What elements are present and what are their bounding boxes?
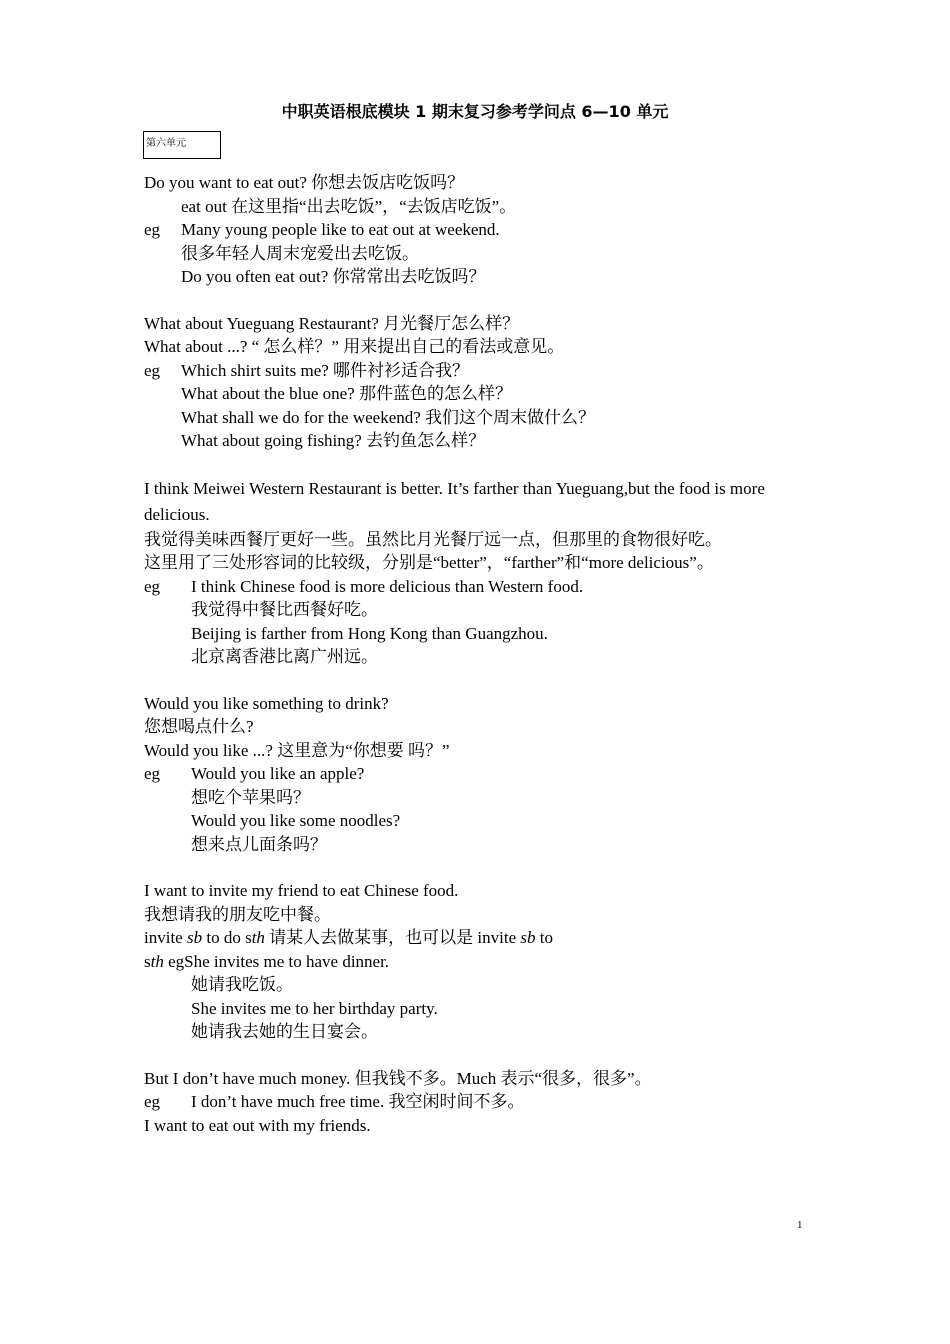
italic-run: th [150,951,164,971]
text-line [144,950,814,974]
text-run: s [144,951,151,971]
text-line: 想来点儿面条吗？ [191,834,327,854]
example-line [144,1090,814,1114]
example-line [144,359,814,383]
text-run: invite [144,928,187,947]
text-line: 她请我吃饭。 [191,975,293,994]
example-text: I think Chinese food is more delicious than Western food. [191,576,584,596]
text-line: Do you want to eat out? 你想去饭店吃饭吗？ [144,173,465,192]
italic-run: sb [520,928,536,947]
text-line [144,926,814,950]
page-number: 1 [797,1219,803,1231]
example-line [144,575,814,599]
text-line: 您想喝点什么? [144,717,254,736]
text-line: eat out 在这里指“出去吃饭”，“去饭店吃饭”。 [181,196,517,216]
text-line: She invites me to her birthday party. [191,998,438,1018]
eg-label: eg [144,576,161,596]
text-line: Would you like some noodles? [191,811,401,830]
document-body [144,171,814,1137]
text-run: 请某人去做某事，也可以是 invite [264,928,521,947]
text-line: 她请我去她的生日宴会。 [191,1022,378,1041]
text-line: 我想请我的朋友吃中餐。 [144,904,331,924]
unit-label-box: 第六单元 [143,131,221,159]
text-line: What about ...? “ 怎么样？” 用来提出自己的看法或意见。 [144,337,565,356]
text-line: 我觉得美味西餐厅更好一些。虽然比月光餐厅远一点，但那里的食物很好吃。 [144,529,722,549]
eg-label: eg [144,1092,161,1111]
text-paragraph: I think Meiwei Western Restaurant is better. It’s farther than Yueguang,but the food is more delicious. [144,478,765,524]
text-line: Would you like something to drink? [144,693,389,713]
text-line: What about the blue one? 那件蓝色的怎么样？ [181,384,512,403]
italic-run: sb [186,928,203,947]
text-line: Do you often eat out? 你常常出去吃饭吗？ [181,267,486,286]
text-run: to do s [202,928,252,947]
example-line [144,218,814,242]
text-run: to [535,928,553,947]
example-text: Many young people like to eat out at weekend. [181,220,500,239]
text-line: 想吃个苹果吗？ [191,787,310,807]
text-line: 这里用了三处形容词的比较级，分别是“better”，“farther”和“more delicious”。 [144,553,714,572]
text-line: Beijing is farther from Hong Kong than Guangzhou. [191,623,548,643]
text-line: Would you like ...? 这里意为“你想要 吗？” [144,740,450,760]
example-text: Would you like an apple? [191,764,365,783]
page-title: 中职英语根底模块 1 期末复习参考学问点 6—10 单元 [281,102,669,121]
text-line: 北京离香港比离广州远。 [191,647,378,666]
text-line: 我觉得中餐比西餐好吃。 [191,600,378,619]
example-line [144,762,814,786]
eg-label: eg [144,220,161,239]
eg-label: eg [144,360,161,380]
italic-run: th [251,928,265,947]
text-line: 很多年轻人周末宠爱出去吃饭。 [181,243,419,263]
text-line: But I don’t have much money. 但我钱不多。Much 表示“很多，很多”。 [144,1068,652,1088]
example-text: Which shirt suits me? 哪件衬衫适合我？ [181,360,470,380]
text-line: What about Yueguang Restaurant? 月光餐厅怎么样？ [144,313,520,333]
example-text: I don’t have much free time. 我空闲时间不多。 [191,1092,525,1111]
text-line: I want to invite my friend to eat Chinese food. [144,881,459,900]
text-line: What shall we do for the weekend? 我们这个周末做什么？ [181,407,596,427]
eg-label: eg [163,951,185,971]
text-line: What about going fishing? 去钓鱼怎么样？ [181,431,486,450]
eg-label: eg [144,764,161,783]
text-line: I want to eat out with my friends. [144,1115,371,1135]
example-text: She invites me to have dinner. [184,951,390,971]
